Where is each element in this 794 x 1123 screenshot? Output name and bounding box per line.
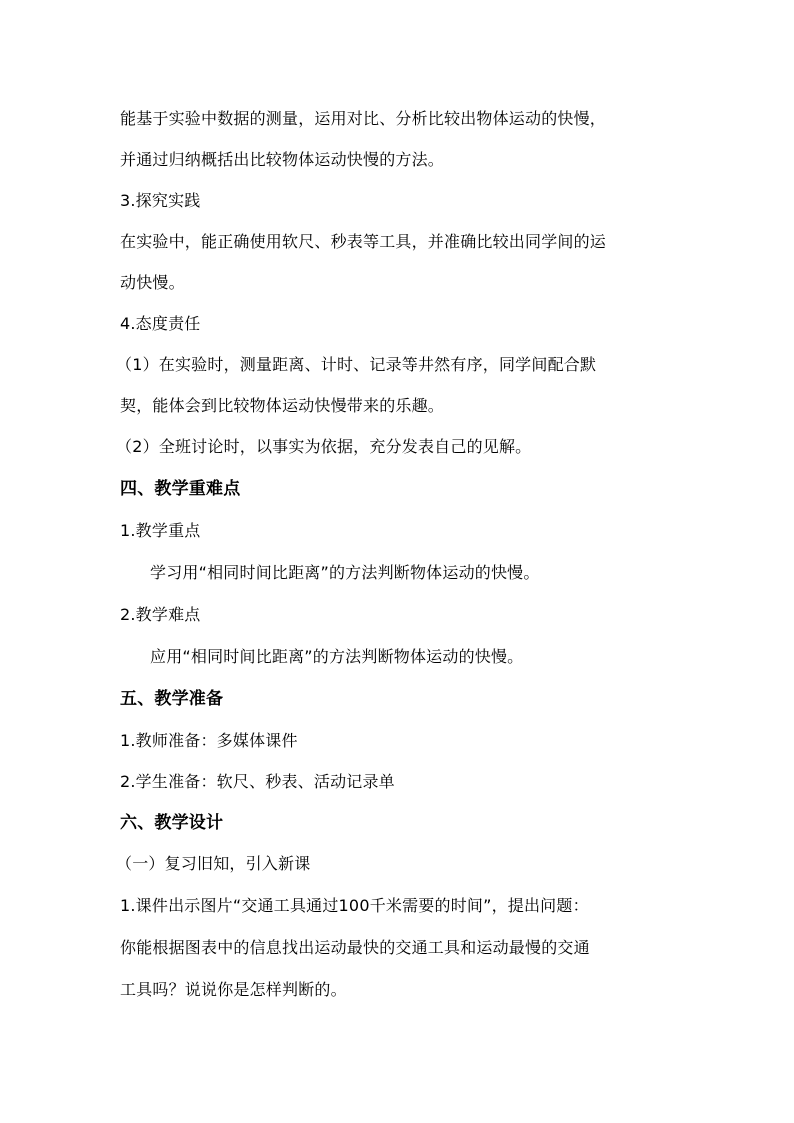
subsection-heading: （一）复习旧知，引入新课 <box>116 854 311 873</box>
list-item: （2）全班讨论时，以事实为依据，充分发表自己的见解。 <box>116 437 532 456</box>
body-text-line: 动快慢。 <box>120 273 185 292</box>
list-item: 1.教师准备：多媒体课件 <box>120 731 298 750</box>
body-text-line: 契，能体会到比较物体运动快慢带来的乐趣。 <box>120 396 445 415</box>
body-text-line: 工具吗？说说你是怎样判断的。 <box>120 980 347 999</box>
section-heading: 四、教学重难点 <box>120 479 241 499</box>
subsection-heading: 4.态度责任 <box>120 314 201 333</box>
subsection-heading: 1.教学重点 <box>120 521 201 540</box>
subsection-heading: 3.探究实践 <box>120 191 201 210</box>
subsection-heading: 2.教学难点 <box>120 605 201 624</box>
body-text-line: 1.课件出示图片“交通工具通过100千米需要的时间”，提出问题： <box>120 896 589 915</box>
body-text-line: 你能根据图表中的信息找出运动最快的交通工具和运动最慢的交通 <box>120 938 590 957</box>
section-heading: 五、教学准备 <box>120 689 224 709</box>
body-text-line: 学习用“相同时间比距离”的方法判断物体运动的快慢。 <box>150 563 540 582</box>
section-heading: 六、教学设计 <box>120 813 224 833</box>
body-text-line: 应用“相同时间比距离”的方法判断物体运动的快慢。 <box>150 647 524 666</box>
list-item: 2.学生准备：软尺、秒表、活动记录单 <box>120 772 395 791</box>
body-text-line: 并通过归纳概括出比较物体运动快慢的方法。 <box>120 150 445 169</box>
body-text-line: 在实验中，能正确使用软尺、秒表等工具，并准确比较出同学间的运 <box>120 232 607 251</box>
list-item: （1）在实验时，测量距离、计时、记录等井然有序，同学间配合默 <box>116 355 597 374</box>
body-text-line: 能基于实验中数据的测量，运用对比、分析比较出物体运动的快慢， <box>120 109 607 128</box>
